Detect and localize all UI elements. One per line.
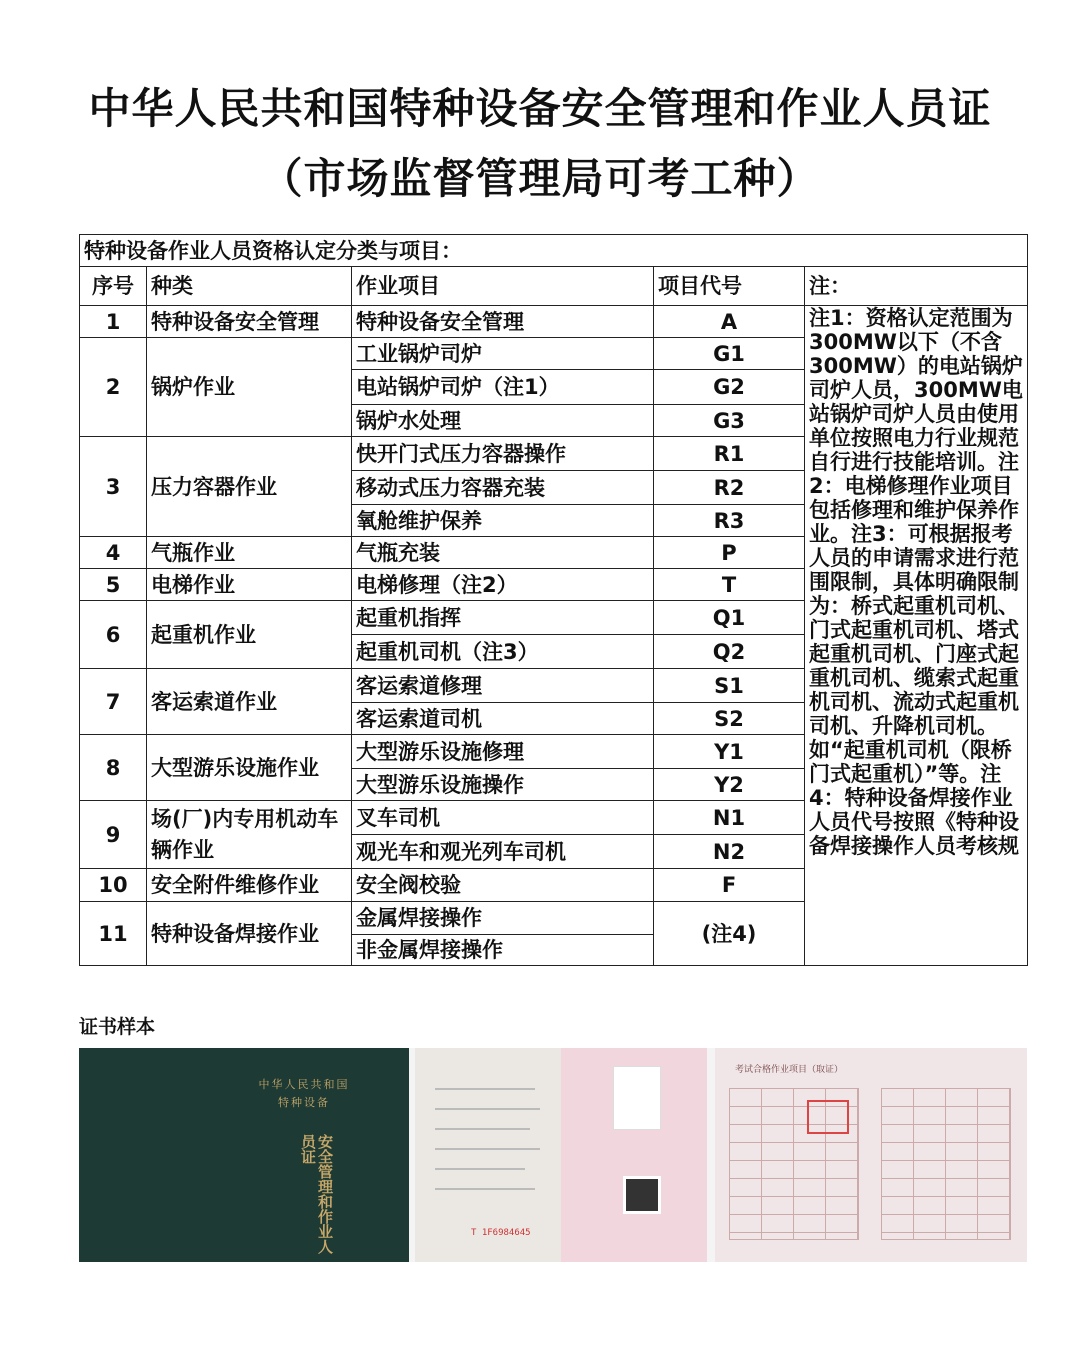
cell-item: 快开门式压力容器操作 <box>352 437 654 471</box>
cell-no: 8 <box>80 735 147 801</box>
cell-no: 9 <box>80 801 147 869</box>
cell-item: 移动式压力容器充装 <box>352 471 654 505</box>
certificate-cover-image <box>79 1048 409 1262</box>
cell-category: 特种设备焊接作业 <box>147 902 352 966</box>
cell-code: F <box>654 869 805 902</box>
cell-item: 氧舱维护保养 <box>352 505 654 537</box>
cell-item: 电站锅炉司炉（注1） <box>352 370 654 405</box>
cell-category: 大型游乐设施作业 <box>147 735 352 801</box>
cell-code: A <box>654 306 805 338</box>
certificate-inner-page-image <box>415 1048 707 1262</box>
cell-item: 非金属焊接操作 <box>352 935 654 966</box>
table-row <box>80 306 1028 338</box>
table-caption: 特种设备作业人员资格认定分类与项目： <box>80 235 1028 267</box>
cell-code: R2 <box>654 471 805 505</box>
cell-no: 4 <box>80 537 147 569</box>
record-grid-right <box>881 1088 1011 1240</box>
cell-code: Y2 <box>654 769 805 801</box>
cell-code: Q2 <box>654 635 805 669</box>
qualification-table <box>79 234 1028 966</box>
cell-item: 起重机司机（注3） <box>352 635 654 669</box>
cell-category: 起重机作业 <box>147 601 352 669</box>
cell-code: N1 <box>654 801 805 835</box>
cell-category: 电梯作业 <box>147 569 352 601</box>
cell-item: 客运索道司机 <box>352 703 654 735</box>
header-note: 注： <box>805 267 1028 306</box>
cell-item: 电梯修理（注2） <box>352 569 654 601</box>
notes-cell <box>805 306 1028 966</box>
cell-category: 场(厂)内专用机动车辆作业 <box>147 801 352 869</box>
cover-top-text: 中华人民共和国 特种设备 <box>258 1078 350 1109</box>
cell-code: S1 <box>654 669 805 703</box>
cell-no: 3 <box>80 437 147 537</box>
page-subtitle: （市场监督管理局可考工种） <box>260 154 820 203</box>
cell-code: N2 <box>654 835 805 869</box>
cell-item: 大型游乐设施操作 <box>352 769 654 801</box>
cert-left-page <box>415 1048 561 1262</box>
cell-code: R3 <box>654 505 805 537</box>
cell-category: 压力容器作业 <box>147 437 352 537</box>
cell-item: 锅炉水处理 <box>352 405 654 437</box>
notes-text: 注1：资格认定范围为300MW以下（不含300MW）的电站锅炉司炉人员，300MW电站锅炉司炉人员由使用单位按照电力行业规范自行进行技能培训。注2：电梯修理作业项目包括修理和维护保养作业。注3：可根据报考人员的申请需求进行范围限制，具体明确限制为：桥式起重机司机、门式起重机司机、塔式起重机司机、门座式起重机司机、缆索式起重机司机、流动式起重机司机、升降机司机。如“起重机司机（限桥门式起重机）”等。注4：特种设备焊接作业人员代号按照《特种设备焊接操作人员考核规 <box>809 306 1023 858</box>
cell-item: 观光车和观光列车司机 <box>352 835 654 869</box>
red-stamp <box>807 1100 849 1134</box>
cell-category: 特种设备安全管理 <box>147 306 352 338</box>
cell-no: 11 <box>80 902 147 966</box>
cell-code: G3 <box>654 405 805 437</box>
cell-item: 起重机指挥 <box>352 601 654 635</box>
cell-item: 安全阀校验 <box>352 869 654 902</box>
cert-serial-number: T 1F6984645 <box>471 1228 531 1238</box>
cell-item: 客运索道修理 <box>352 669 654 703</box>
cell-code: S2 <box>654 703 805 735</box>
certificate-samples <box>79 1048 1027 1262</box>
cell-no: 6 <box>80 601 147 669</box>
header-category: 种类 <box>147 267 352 306</box>
cert3-heading: 考试合格作业项目（取证） <box>735 1065 844 1075</box>
cell-item: 大型游乐设施修理 <box>352 735 654 769</box>
header-no: 序号 <box>80 267 147 306</box>
cell-no: 10 <box>80 869 147 902</box>
cell-item: 金属焊接操作 <box>352 902 654 935</box>
cell-code: G1 <box>654 338 805 370</box>
cell-no: 5 <box>80 569 147 601</box>
page-title: 中华人民共和国特种设备安全管理和作业人员证 <box>88 84 992 133</box>
sample-label: 证书样本 <box>79 1016 156 1038</box>
cell-category: 客运索道作业 <box>147 669 352 735</box>
cell-code: Y1 <box>654 735 805 769</box>
cell-code: P <box>654 537 805 569</box>
cell-category: 气瓶作业 <box>147 537 352 569</box>
cell-no: 7 <box>80 669 147 735</box>
cell-code: R1 <box>654 437 805 471</box>
header-code: 项目代号 <box>654 267 805 306</box>
cell-code: Q1 <box>654 601 805 635</box>
cell-no: 2 <box>80 338 147 437</box>
cell-category: 锅炉作业 <box>147 338 352 437</box>
cell-code: (注4) <box>654 902 805 966</box>
cell-item: 特种设备安全管理 <box>352 306 654 338</box>
cell-no: 1 <box>80 306 147 338</box>
cell-code: T <box>654 569 805 601</box>
cover-vertical-text: 安全管理和作业人员证 <box>299 1134 334 1254</box>
cell-item: 气瓶充装 <box>352 537 654 569</box>
cell-item: 工业锅炉司炉 <box>352 338 654 370</box>
qr-code-icon <box>623 1176 661 1214</box>
certificate-record-page-image <box>715 1048 1027 1262</box>
cell-category: 安全附件维修作业 <box>147 869 352 902</box>
cell-item: 叉车司机 <box>352 801 654 835</box>
cell-code: G2 <box>654 370 805 405</box>
header-item: 作业项目 <box>352 267 654 306</box>
photo-placeholder <box>613 1066 661 1130</box>
